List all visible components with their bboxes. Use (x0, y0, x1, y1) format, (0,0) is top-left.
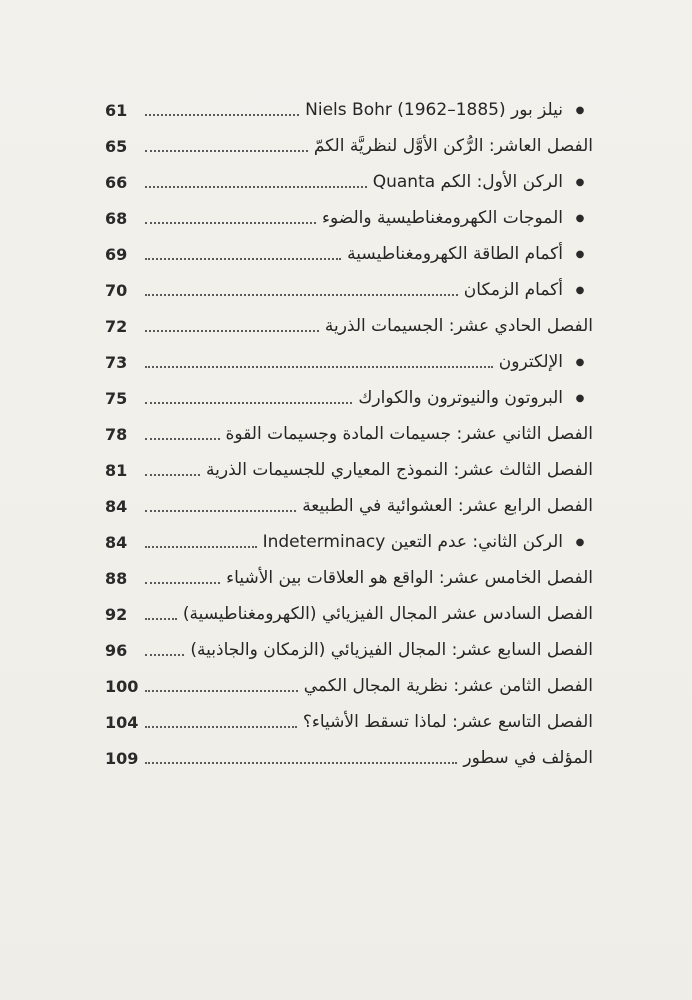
dot-leader (145, 618, 177, 620)
dot-leader (145, 762, 457, 764)
toc-entry-title: الفصل الحادي عشر: الجسيمات الذرية (324, 316, 593, 336)
dot-leader (145, 150, 308, 152)
toc-page-number: 96 (105, 640, 128, 660)
toc-entry-title: الفصل السادس عشر المجال الفيزيائي (الكهرومغناطيسية) (182, 604, 593, 624)
toc-entry-title: المؤلف في سطور (463, 748, 593, 768)
toc-entry-title: الفصل الثامن عشر: نظرية المجال الكمي (303, 676, 593, 696)
bullet-icon: ● (575, 212, 585, 224)
toc-page-number: 68 (105, 208, 128, 228)
dot-leader (145, 474, 200, 476)
toc-entry (105, 524, 593, 560)
bullet-icon: ● (575, 284, 585, 296)
toc-entry-title: الفصل التاسع عشر: لماذا تسقط الأشياء؟ (302, 712, 593, 732)
dot-leader (145, 582, 220, 584)
dot-leader (145, 654, 184, 656)
toc-page-number: 84 (105, 532, 128, 552)
toc-entry-title: الفصل الثالث عشر: النموذج المعياري للجسيمات الذرية (206, 460, 593, 480)
toc-entry (105, 560, 593, 596)
toc-entry (105, 308, 593, 344)
dot-leader (145, 546, 257, 548)
toc-entry (105, 488, 593, 524)
dot-leader (145, 438, 220, 440)
toc-page-number: 84 (105, 496, 128, 516)
toc-page-number: 109 (105, 748, 139, 768)
bullet-icon: ● (575, 176, 585, 188)
toc-entry-title: الفصل السابع عشر: المجال الفيزيائي (الزمكان والجاذبية) (190, 640, 593, 660)
toc-entry (105, 92, 593, 128)
toc-entry (105, 596, 593, 632)
table-of-contents (105, 92, 593, 776)
dot-leader (145, 294, 458, 296)
toc-entry-title: الفصل الرابع عشر: العشوائية في الطبيعة (302, 496, 593, 516)
bullet-icon: ● (575, 392, 585, 404)
bullet-icon: ● (575, 536, 585, 548)
toc-page-number: 88 (105, 568, 128, 588)
toc-entry-title: البروتون والنيوترون والكوارك (358, 388, 563, 408)
toc-entry (105, 632, 593, 668)
toc-page-number: 92 (105, 604, 128, 624)
toc-entry (105, 128, 593, 164)
dot-leader (145, 258, 341, 260)
toc-entry (105, 416, 593, 452)
toc-page-number: 78 (105, 424, 128, 444)
toc-entry-title: الفصل الثاني عشر: جسيمات المادة وجسيمات القوة (225, 424, 593, 444)
toc-entry-title: الموجات الكهرومغناطيسية والضوء (321, 208, 563, 228)
toc-page-number: 66 (105, 172, 128, 192)
dot-leader (145, 186, 367, 188)
dot-leader (145, 330, 319, 332)
toc-page-number: 69 (105, 244, 128, 264)
bullet-icon: ● (575, 356, 585, 368)
dot-leader (145, 222, 316, 224)
toc-page-number: 81 (105, 460, 128, 480)
toc-entry (105, 272, 593, 308)
bullet-icon: ● (575, 248, 585, 260)
toc-page-number: 104 (105, 712, 139, 732)
toc-entry (105, 344, 593, 380)
toc-entry (105, 164, 593, 200)
bullet-icon: ● (575, 104, 585, 116)
toc-entry (105, 236, 593, 272)
toc-entry-title: أكمام الزمكان (463, 280, 563, 300)
toc-entry-title: الركن الثاني: عدم التعين Indeterminacy (262, 532, 563, 552)
toc-entry (105, 704, 593, 740)
dot-leader (145, 114, 299, 116)
dot-leader (145, 690, 298, 692)
toc-page-number: 61 (105, 100, 128, 120)
toc-entry-title: أكمام الطاقة الكهرومغناطيسية (347, 244, 563, 264)
toc-page-number: 70 (105, 280, 128, 300)
toc-page-number: 65 (105, 136, 128, 156)
toc-entry (105, 380, 593, 416)
toc-entry-title: الركن الأول: الكم Quanta (372, 172, 563, 192)
toc-page-number: 72 (105, 316, 128, 336)
dot-leader (145, 726, 297, 728)
toc-entry (105, 668, 593, 704)
toc-entry (105, 740, 593, 776)
dot-leader (145, 366, 493, 368)
toc-entry (105, 200, 593, 236)
toc-entry (105, 452, 593, 488)
toc-page-number: 73 (105, 352, 128, 372)
toc-page-number: 75 (105, 388, 128, 408)
toc-page-number: 100 (105, 676, 139, 696)
toc-entry-title: الفصل الخامس عشر: الواقع هو العلاقات بين الأشياء (226, 568, 593, 588)
toc-entry-title: نيلز بور (1885–1962) Niels Bohr (305, 100, 563, 120)
toc-entry-title: الإلكترون (498, 352, 563, 372)
dot-leader (145, 402, 352, 404)
toc-entry-title: الفصل العاشر: الرُّكن الأوَّل لنظريَّة الكمّ (313, 136, 593, 156)
dot-leader (145, 510, 296, 512)
